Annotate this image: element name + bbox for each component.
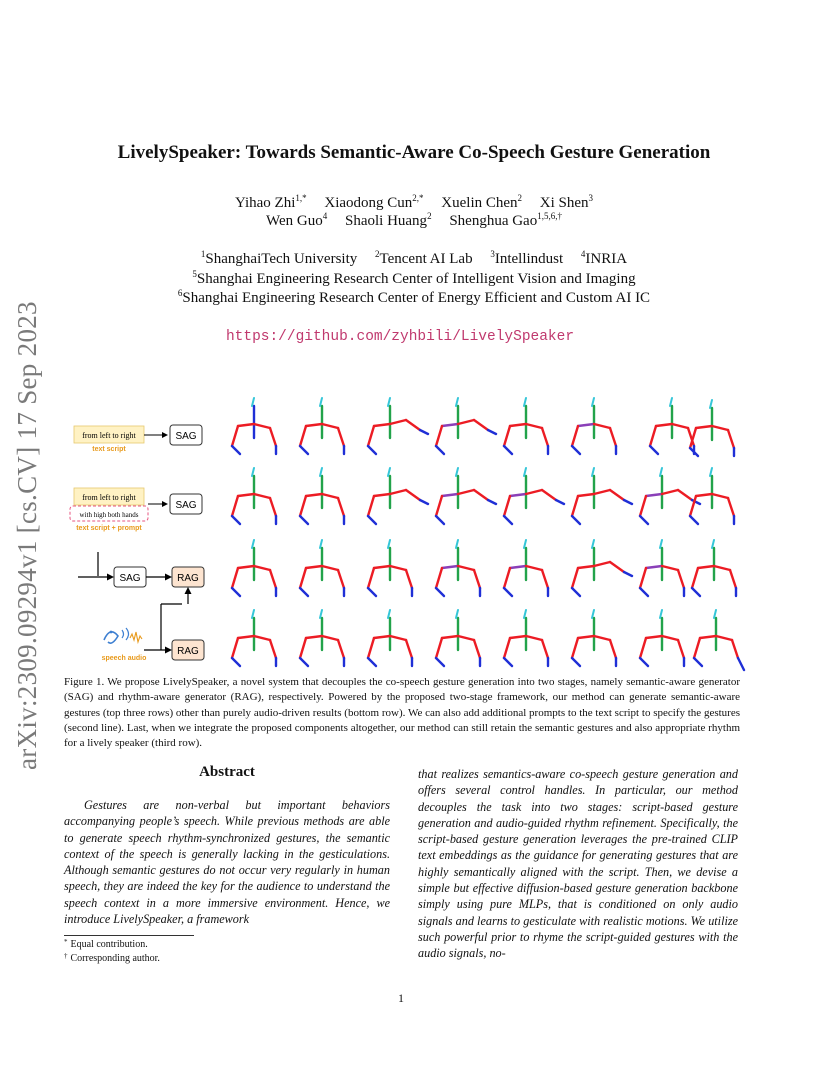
sag-label: SAG <box>175 500 197 511</box>
skeleton-pose <box>436 610 480 666</box>
skeleton-pose <box>692 540 736 596</box>
sag-label: SAG <box>175 431 197 442</box>
arxiv-identifier: arXiv:2309.09294v1 [cs.CV] 17 Sep 2023 <box>12 301 42 770</box>
authors-line-1 <box>60 195 768 212</box>
abstract-body-right <box>418 766 738 962</box>
author: Shaoli Huang$^2$ <box>344 211 432 229</box>
sag-label: SAG <box>119 573 141 584</box>
abstract-heading: Abstract <box>199 764 255 780</box>
paper-title: LivelySpeaker: Towards Semantic-Aware Co-Speech Gesture Generation <box>117 142 711 163</box>
affiliation: $^3$Intellindust <box>490 249 564 267</box>
author: Yihao Zhi$^{1,*}$ <box>234 193 307 211</box>
skeleton-pose <box>504 540 548 596</box>
arrow-head <box>162 432 168 438</box>
affiliation: $^1$ShanghaiTech University <box>200 249 358 267</box>
affiliations-line-1 <box>60 251 768 268</box>
arrow-head <box>165 574 172 581</box>
author: Xi Shen$^3$ <box>539 193 594 211</box>
speech-audio-icon <box>104 628 142 643</box>
arrow-head <box>165 647 172 654</box>
skeleton-pose <box>300 468 344 524</box>
arrow-head <box>162 501 168 507</box>
author: Shenghua Gao$^{1,5,6,\dagger}$ <box>449 211 562 229</box>
skeleton-pose <box>232 540 276 596</box>
authors-line-2 <box>60 213 768 230</box>
abstract-paragraph: that realizes semantics-aware co-speech gesture generation and offers several control handles. In particular, our method decouples the task into two stages: script-based gesture generation and audio-guided rhythm refinement. Specifically, the script-based gesture generation leverages the pre-trained CLIP text embeddings as the guidance for generating gestures that are highly semantically aligned with the script. Then, we devise a simple but effective diffusion-based gesture generation backbone simply using pure MLPs, that is conditioned on only audio signals and learns to gesticulate with realistic motions. We utilize such powerful prior to rhyme the script-guided gestures with the audio signals, no- <box>418 767 738 961</box>
skeleton-pose <box>640 610 684 666</box>
project-link[interactable]: https://github.com/zyhbili/LivelySpeaker <box>225 329 575 345</box>
skeleton-pose <box>640 540 684 596</box>
skeleton-pose <box>504 468 564 524</box>
abstract-body-left <box>64 797 390 927</box>
skeleton-pose <box>572 610 616 666</box>
skeleton-pose <box>232 610 276 666</box>
rag-label: RAG <box>177 646 199 657</box>
affiliation: $^2$Tencent AI Lab <box>375 249 473 267</box>
skeleton-pose <box>436 398 496 454</box>
abstract-paragraph: Gestures are non-verbal but important behaviors accompanying people’s speech. While previous methods are able to generate speech rhythm-synchronized gestures, the semantic context of the speech is generally lacking in the gesticulations. Although semantic gestures do not occur very regularly in human speech, they are indeed the key for the audience to understand the speech context in a more immersive environment. Hence, we introduce LivelySpeaker, a framework <box>64 798 390 927</box>
speech-audio-label: speech audio <box>101 655 147 662</box>
skeleton-pose <box>436 468 496 524</box>
skeleton-pose <box>504 610 548 666</box>
text-prompt-label: text script + prompt <box>76 525 142 532</box>
arrow-head <box>185 587 192 594</box>
teaser-figure <box>64 392 764 674</box>
arrow-head <box>107 574 114 581</box>
gesture-row-3 <box>232 540 736 596</box>
author: Xiaodong Cun$^{2,*}$ <box>324 193 424 211</box>
prompt-content: with high both hands <box>79 511 139 519</box>
skeleton-pose <box>650 398 694 454</box>
affiliations-line-3: $^6$Shanghai Engineering Research Center of Energy Efficient and Custom AI IC <box>177 288 651 306</box>
skeleton-pose <box>690 468 734 524</box>
skeleton-pose <box>572 468 632 524</box>
skeleton-pose <box>368 468 428 524</box>
page-number: 1 <box>398 991 404 1005</box>
skeleton-pose <box>368 540 412 596</box>
skeleton-pose <box>368 610 412 666</box>
footnote-equal-contribution: * Equal contribution. <box>64 938 148 950</box>
skeleton-pose <box>300 610 344 666</box>
skeleton-pose <box>232 468 276 524</box>
text-script-label: text script <box>92 446 126 453</box>
footnote-corresponding-author: † Corresponding author. <box>64 952 160 964</box>
author: Wen Guo$^4$ <box>266 211 328 229</box>
skeleton-pose <box>504 398 548 454</box>
skeleton-pose <box>572 540 632 596</box>
skeleton-pose <box>436 540 480 596</box>
affiliations-line-2: $^5$Shanghai Engineering Research Center of Intelligent Vision and Imaging <box>192 269 636 287</box>
figure-caption: Figure 1. We propose LivelySpeaker, a novel system that decouples the co-speech gesture generation into two stages, namely semantic-aware generator (SAG) and rhythm-aware generator (RAG), respectively. Powered by the proposed two-stage framework, our method can generate semantic-aware gestures (top three rows) other than purely audio-driven results (bottom row). We can also add additional prompts to the text script to specify the gestures (second line). Last, when we integrate the proposed components altogether, our method can still retain the semantic gestures and also appropriate rhythm for a lively speaker (third row). <box>64 676 740 750</box>
text-script-content: from left to right <box>82 493 136 502</box>
rag-label: RAG <box>177 573 199 584</box>
gesture-row-2 <box>232 468 734 524</box>
gesture-row-4 <box>232 610 744 670</box>
author: Xuelin Chen$^2$ <box>441 193 523 211</box>
pipeline-diagram <box>70 425 204 662</box>
footnote-divider <box>64 935 194 936</box>
skeleton-pose <box>572 398 616 454</box>
skeleton-pose <box>694 610 744 670</box>
skeleton-pose <box>368 398 428 454</box>
text-script-content: from left to right <box>82 431 136 440</box>
skeleton-pose <box>232 398 276 454</box>
skeleton-pose <box>690 400 734 456</box>
skeleton-pose <box>300 540 344 596</box>
affiliation: $^4$INRIA <box>580 249 628 267</box>
gesture-row-1 <box>232 398 734 456</box>
skeleton-pose <box>300 398 344 454</box>
